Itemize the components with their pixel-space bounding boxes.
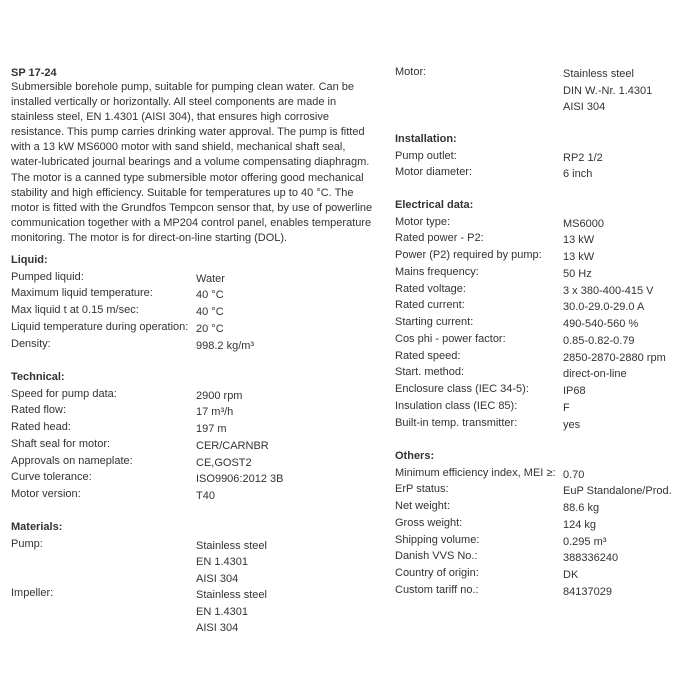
product-description: Submersible borehole pump, suitable for pumping clean water. Can be installed vertically or horizontally. All steel components are made in stainless steel, EN 1.4301 (AISI 304), that ensures high corrosive resistance. This pump carries drinking water approval. The pump is fitted with a 13 kW MS6000 motor with sand shield, mechanical shaft seal, water-lubricated journal bearings and a volume compensating diaphragm. The motor is a canned type submersible motor offering good mechanical stability and high efficiency. Suitable for temperatures up to 40 °C. The motor is fitted with the Grundfos Tempcon sensor that, by use of powerline communication together with a MP204 control panel, enables temperature monitoring. The motor is for direct-on-line starting (DOL). <box>11 81 373 244</box>
spec-value: EN 1.4301 <box>196 556 248 569</box>
spec-value: 6 inch <box>563 168 593 181</box>
spec-value: ISO9906:2012 3B <box>196 473 284 486</box>
spec-label: Gross weight: <box>395 516 463 529</box>
spec-label: Rated voltage: <box>395 282 466 295</box>
spec-label: Density: <box>11 337 51 350</box>
spec-label: Mains frequency: <box>395 265 479 278</box>
spec-value: 88.6 kg <box>563 502 600 514</box>
spec-label: Impeller: <box>11 587 54 600</box>
spec-value: 13 kW <box>563 234 595 247</box>
spec-label: Speed for pump data: <box>11 387 117 400</box>
spec-value: EuP Standalone/Prod. <box>563 485 672 498</box>
spec-value: 20 °C <box>196 322 224 335</box>
spec-value: 13 kW <box>563 251 595 263</box>
section-heading-liquid: Liquid: <box>11 254 48 266</box>
product-title: SP 17-24 <box>11 67 57 79</box>
section-heading-others: Others: <box>395 450 435 462</box>
spec-value: 490-540-560 % <box>563 318 639 330</box>
spec-value: direct-on-line <box>563 368 627 381</box>
spec-value: AISI 304 <box>563 101 606 114</box>
spec-value: Water <box>196 272 225 285</box>
spec-value: RP2 1/2 <box>563 151 603 164</box>
spec-value: 388336240 <box>563 552 619 565</box>
spec-label: Maximum liquid temperature: <box>11 287 153 300</box>
spec-label: Starting current: <box>395 316 474 328</box>
spec-label: Start. method: <box>395 366 465 379</box>
spec-value: 0.295 m³ <box>563 535 607 548</box>
section-heading-electrical-data: Electrical data: <box>395 199 474 211</box>
spec-value: 40 °C <box>196 289 224 302</box>
spec-value: 84137029 <box>563 585 612 598</box>
spec-value: AISI 304 <box>196 572 239 585</box>
spec-value: CER/CARNBR <box>196 439 269 452</box>
spec-label: Insulation class (IEC 85): <box>395 399 518 412</box>
spec-value: 197 m <box>196 423 227 435</box>
spec-label: Shipping volume: <box>395 533 480 546</box>
spec-label: Motor diameter: <box>395 166 473 179</box>
spec-label: Rated speed: <box>395 349 461 362</box>
spec-value: 17 m³/h <box>196 406 234 419</box>
spec-label: Rated power - P2: <box>395 232 484 245</box>
spec-label: Pump outlet: <box>395 149 457 162</box>
spec-label: Enclosure class (IEC 34-5): <box>395 383 529 395</box>
spec-label: Approvals on nameplate: <box>11 454 133 467</box>
spec-label: Rated flow: <box>11 404 67 417</box>
spec-value: 2900 rpm <box>196 389 243 402</box>
spec-label: Motor: <box>395 66 427 78</box>
spec-label: Shaft seal for motor: <box>11 437 111 450</box>
spec-value: yes <box>563 418 581 431</box>
spec-label: Danish VVS No.: <box>395 550 478 563</box>
spec-label: Motor version: <box>11 488 81 500</box>
spec-label: Pumped liquid: <box>11 270 84 283</box>
spec-value: 50 Hz <box>563 267 592 280</box>
spec-label: Net weight: <box>395 500 451 512</box>
spec-value: EN 1.4301 <box>196 605 248 618</box>
spec-value: Stainless steel <box>563 68 634 80</box>
spec-value: 124 kg <box>563 518 597 531</box>
spec-value: MS6000 <box>563 217 604 230</box>
spec-label: Built-in temp. transmitter: <box>395 416 518 429</box>
spec-value: 40 °C <box>196 306 224 318</box>
spec-value: AISI 304 <box>196 622 239 635</box>
spec-value: Stainless steel <box>196 589 267 602</box>
spec-value: F <box>563 401 570 414</box>
spec-value: 998.2 kg/m³ <box>196 339 255 352</box>
spec-value: T40 <box>196 490 215 502</box>
spec-value: DIN W.-Nr. 1.4301 <box>563 84 653 97</box>
spec-label: Motor type: <box>395 215 451 228</box>
spec-label: Power (P2) required by pump: <box>395 249 542 261</box>
section-heading-technical: Technical: <box>11 371 65 383</box>
spec-value: CE,GOST2 <box>196 456 252 469</box>
spec-label: Rated head: <box>11 421 71 433</box>
spec-label: Liquid temperature during operation: <box>11 320 189 333</box>
spec-label: Country of origin: <box>395 567 479 579</box>
spec-value: Stainless steel <box>196 539 267 552</box>
spec-value: 2850-2870-2880 rpm <box>563 351 666 364</box>
section-heading-installation: Installation: <box>395 133 457 145</box>
section-heading-materials: Materials: <box>11 521 63 533</box>
spec-label: Rated current: <box>395 299 465 312</box>
spec-label: Cos phi - power factor: <box>395 332 506 345</box>
spec-value: 30.0-29.0-29.0 A <box>563 301 645 314</box>
spec-label: Minimum efficiency index, MEI ≥: <box>395 466 556 479</box>
spec-label: Pump: <box>11 537 43 550</box>
spec-value: DK <box>563 569 579 581</box>
spec-label: Custom tariff no.: <box>395 583 479 596</box>
spec-value: IP68 <box>563 385 586 397</box>
spec-value: 0.70 <box>563 468 585 481</box>
spec-label: ErP status: <box>395 483 449 496</box>
spec-label: Curve tolerance: <box>11 471 92 484</box>
spec-value: 3 x 380-400-415 V <box>563 284 654 297</box>
spec-label: Max liquid t at 0.15 m/sec: <box>11 304 139 316</box>
spec-value: 0.85-0.82-0.79 <box>563 334 635 347</box>
